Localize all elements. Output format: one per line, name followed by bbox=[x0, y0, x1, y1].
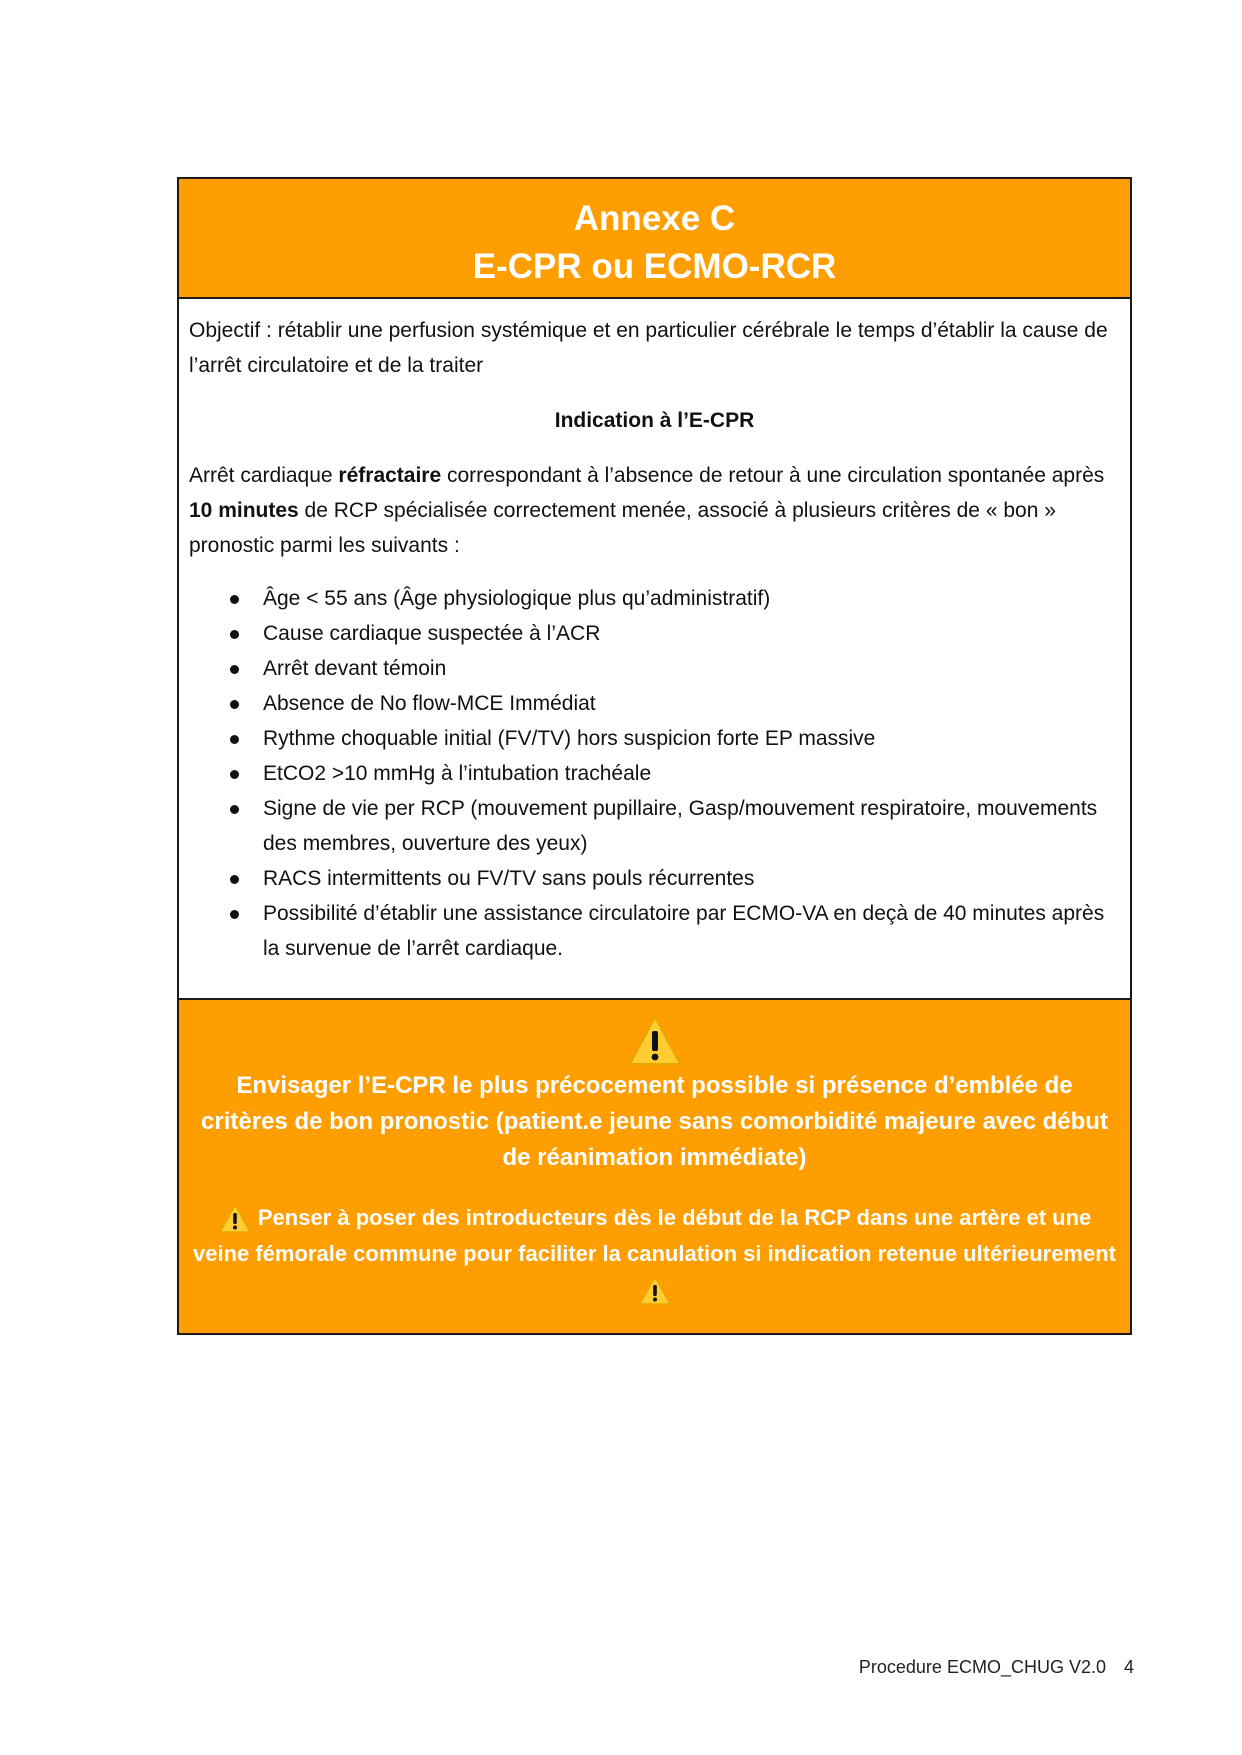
annex-content bbox=[179, 299, 1130, 1000]
indication-text-part: Arrêt cardiaque bbox=[189, 464, 339, 487]
bullet-icon bbox=[230, 770, 239, 779]
bullet-icon bbox=[230, 665, 239, 674]
warning-icon bbox=[218, 1203, 252, 1235]
criterion-text: EtCO2 >10 mmHg à l’intubation trachéale bbox=[263, 762, 652, 785]
list-item bbox=[189, 581, 1120, 616]
indication-text-part: de RCP spécialisée correctement menée, associé à plusieurs critères de « bon » pronostic parmi les suivants : bbox=[189, 499, 1056, 557]
bullet-icon bbox=[230, 875, 239, 884]
page-footer bbox=[859, 1657, 1134, 1678]
bullet-icon bbox=[230, 630, 239, 639]
bullet-icon bbox=[230, 595, 239, 604]
indication-text bbox=[189, 458, 1120, 563]
annex-subtitle: E-CPR ou ECMO-RCR bbox=[472, 247, 837, 286]
list-item bbox=[189, 791, 1120, 861]
criterion-text: Rythme choquable initial (FV/TV) hors suspicion forte EP massive bbox=[263, 727, 876, 750]
list-item bbox=[189, 721, 1120, 756]
alert-note-text: Penser à poser des introducteurs dès le début de la RCP dans une artère et une veine fémorale commune pour faciliter la canulation si indication retenue ultérieurement bbox=[192, 1205, 1116, 1266]
criterion-text: Cause cardiaque suspectée à l’ACR bbox=[263, 622, 601, 645]
criterion-text: RACS intermittents ou FV/TV sans pouls récurrentes bbox=[263, 867, 755, 890]
criterion-text: Absence de No flow-MCE Immédiat bbox=[263, 692, 596, 715]
warning-icon bbox=[638, 1275, 672, 1307]
criterion-text: Âge < 55 ans (Âge physiologique plus qu’administratif) bbox=[263, 587, 771, 610]
indication-title: Indication à l’E-CPR bbox=[554, 409, 755, 432]
bullet-icon bbox=[230, 700, 239, 709]
criterion-text: Arrêt devant témoin bbox=[263, 657, 447, 680]
criterion-text: Signe de vie per RCP (mouvement pupillaire, Gasp/mouvement respiratoire, mouvements des membres, ouverture des yeux) bbox=[263, 797, 1098, 855]
list-item bbox=[189, 616, 1120, 651]
criterion-text: Possibilité d’établir une assistance circulatoire par ECMO-VA en deçà de 40 minutes après la survenue de l’arrêt cardiaque. bbox=[263, 902, 1105, 960]
annex-title: Annexe C bbox=[573, 199, 736, 238]
list-item bbox=[189, 686, 1120, 721]
objective-text: Objectif : rétablir une perfusion systémique et en particulier cérébrale le temps d’établir la cause de l’arrêt circulatoire et de la traiter bbox=[189, 319, 1108, 377]
footer-label: Procedure ECMO_CHUG V2.0 bbox=[858, 1657, 1106, 1677]
page-number: 4 bbox=[1123, 1657, 1134, 1677]
warning-icon bbox=[628, 1014, 682, 1068]
indication-text-part: correspondant à l’absence de retour à une circulation spontanée après bbox=[441, 464, 1105, 487]
annex-header bbox=[179, 179, 1130, 299]
indication-text-bold: réfractaire bbox=[338, 464, 442, 487]
list-item bbox=[189, 651, 1120, 686]
annex-box bbox=[177, 177, 1132, 1335]
list-item bbox=[189, 861, 1120, 896]
bullet-icon bbox=[230, 910, 239, 919]
indication-text-bold: 10 minutes bbox=[189, 499, 299, 522]
alert-main-text: Envisager l’E-CPR le plus précocement possible si présence d’emblée de critères de bon pronostic (patient.e jeune sans comorbidité majeure avec début de réanimation immédiate) bbox=[201, 1072, 1108, 1171]
alert-box bbox=[179, 1000, 1130, 1333]
list-item bbox=[189, 896, 1120, 966]
bullet-icon bbox=[230, 805, 239, 814]
list-item bbox=[189, 756, 1120, 791]
criteria-list bbox=[189, 581, 1120, 966]
alert-note bbox=[191, 1200, 1118, 1308]
bullet-icon bbox=[230, 735, 239, 744]
